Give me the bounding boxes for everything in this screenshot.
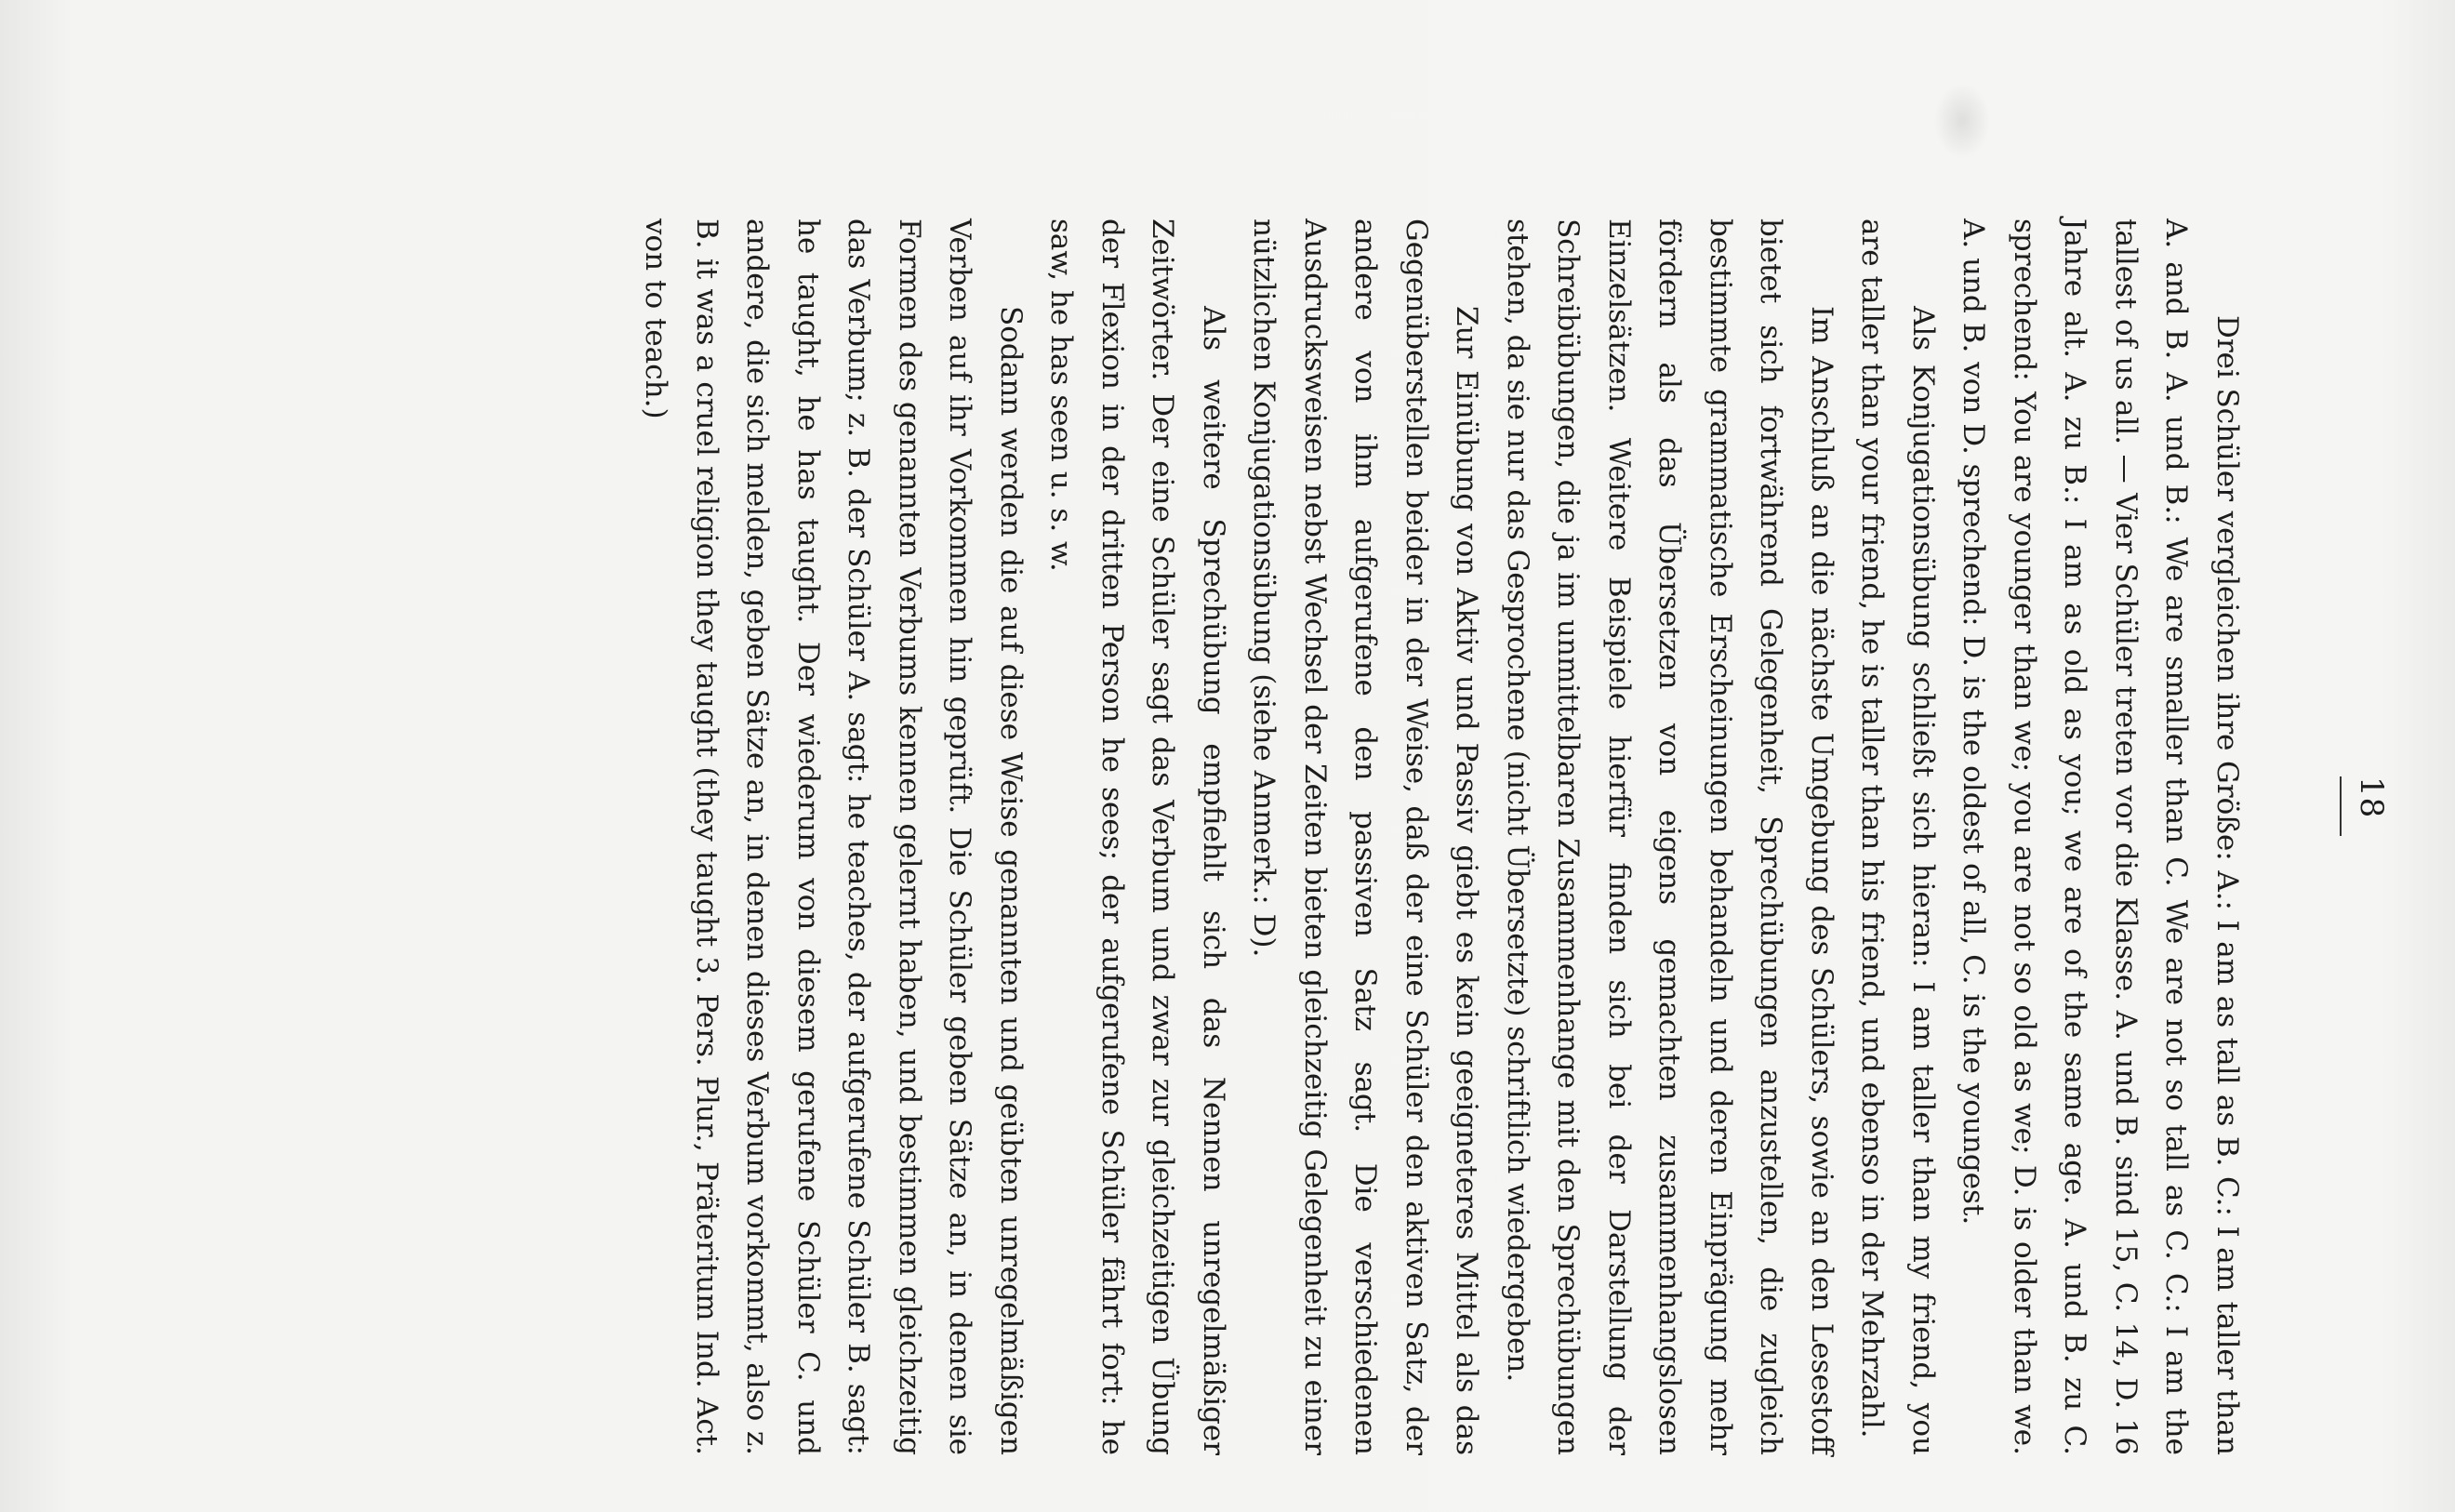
rotated-text-block <box>158 219 2390 1455</box>
paragraph-speech-exercises: Im Anschluß an die nächste Umgebung des Schülers, sowie an den Lesestoff bietet sich fortwährend Gelegenheit, Sprechübungen anzustellen, die zugleich bestimmte grammatische Erscheinungen behandeln und deren Einprägung mehr fördern als das Übersetzen von eigens gemachten zusammenhangslosen Einzelsätzen. Weitere Beispiele hierfür finden sich bei der Darstellung der Schreibübungen, die ja im unmittelbaren Zusammenhange mit den Sprechübungen stehen, da sie nur das Gesprochene (nicht Übersetzte) schriftlich wiedergeben. <box>1501 219 1838 1455</box>
paragraph-verb-usage: Sodann werden die auf diese Weise genannten und geübten unregelmäßigen Verben auf ihr Vorkommen hin geprüft. Die Schüler geben Sätze an, in denen sie Formen des genannten Verbums kennen gelernt haben, und bestimmen gleichzeitig das Verbum; z. B. der Schüler A. sagt: he teaches, der aufgerufene Schüler B. sagt: he taught, he has taught. Der wiederum von diesem gerufene Schüler C. und andere, die sich melden, geben Sätze an, in denen dieses Verbum vorkommt, also z. B. it was a cruel religion they taught (they taught 3. Pers. Plur., Präteritum Ind. Act. von to teach.) <box>639 219 1028 1455</box>
paragraph-irregular-verbs: Als weitere Sprechübung empfiehlt sich das Nennen unregelmäßiger Zeitwörter. Der eine Schüler sagt das Verbum und zwar zur gleichzeitigen Übung der Flexion in der dritten Person he sees; der aufgerufene Schüler fährt fort: he saw, he has seen u. s. w. <box>1044 219 1230 1455</box>
paragraph-conjugation-exercise: Als Konjugationsübung schließt sich hieran: I am taller than my friend, you are taller than your friend, he is taller than his friend, und ebenso in der Mehrzahl. <box>1855 219 1940 1455</box>
page-number-rule <box>2340 776 2342 836</box>
body-text <box>630 219 2252 1455</box>
paper-smudge <box>1934 84 1990 158</box>
page-number: 18 <box>2353 776 2390 819</box>
paragraph-size-comparison: Drei Schüler vergleichen ihre Größe: A.: I am as tall as B. C.: I am taller than A. and B. A. und B.: We are smaller than C. We are not so tall as C. C.: I am the tallest of us all. — Vier Schüler treten vor die Klasse. A. und B. sind 15, C. 14, D. 16 Jahre alt. A. zu B.: I am as old as you; we are of the same age. A. und B. zu C. sprechend: You are younger than we; you are not so old as we; D. is older than we. A. und B. von D. sprechend: D. is the oldest of all, C. is the youngest. <box>1957 219 2244 1455</box>
paragraph-active-passive: Zur Einübung von Aktiv und Passiv giebt es kein geeigneteres Mittel als das Gegenüberstellen beider in der Weise, daß der eine Schüler den aktiven Satz, der andere von ihm aufgerufene den passiven Satz sagt. Die verschiedenen Ausdrucksweisen nebst Wechsel der Zeiten bieten gleichzeitig Gelegenheit zu einer nützlichen Konjugationsübung (siehe Anmerk.: D). <box>1247 219 1484 1455</box>
